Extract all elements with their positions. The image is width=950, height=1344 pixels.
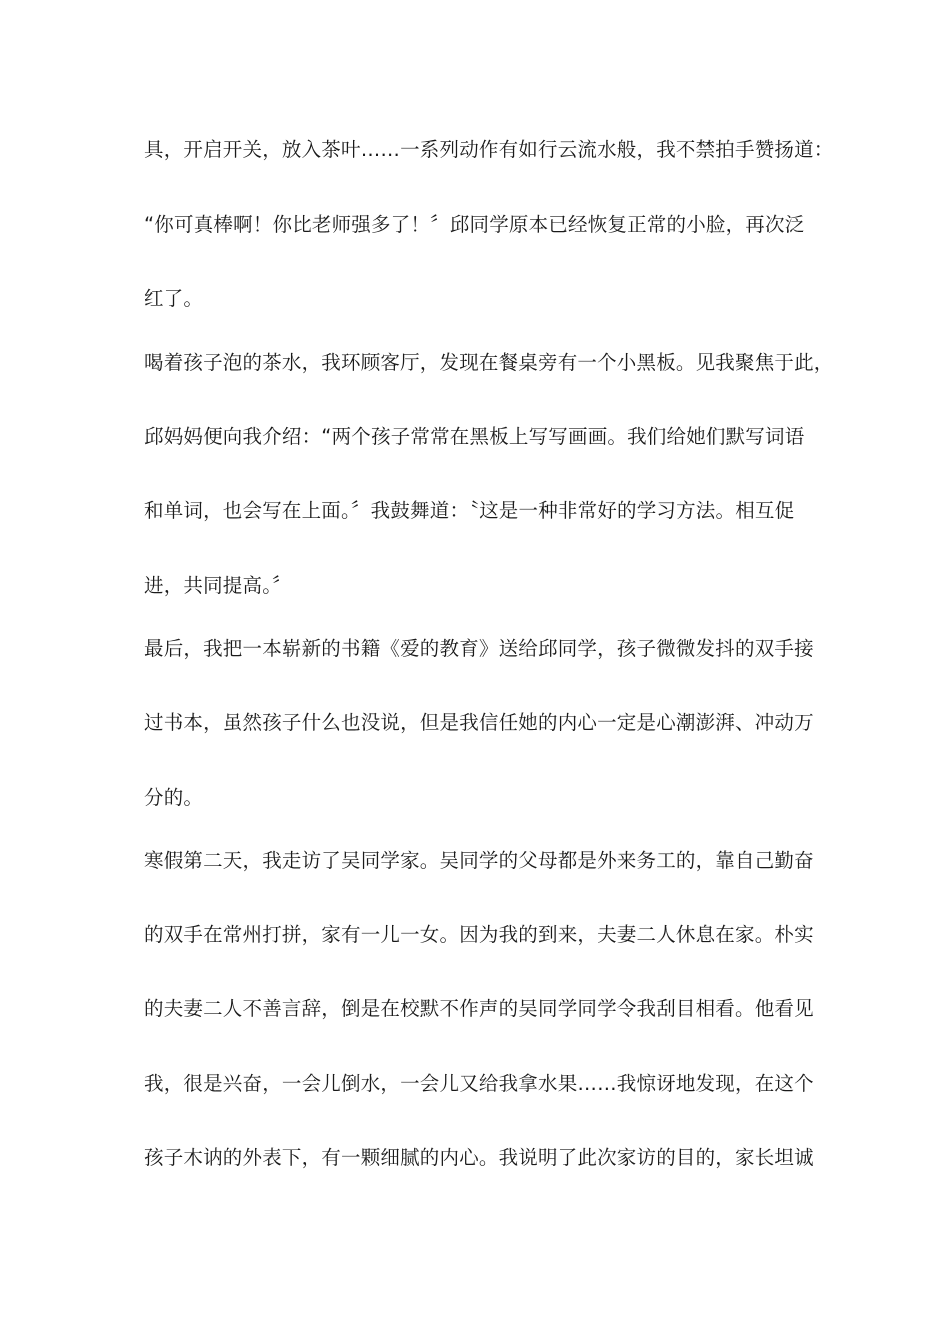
text-line: 我，很是兴奋，一会儿倒水，一会儿又给我拿水果……我惊讶地发现，在这个 bbox=[144, 1072, 814, 1095]
text-line: 具，开启开关，放入茶叶……一系列动作有如行云流水般，我不禁拍手赞扬道： bbox=[144, 138, 834, 161]
text-line: 寒假第二天，我走访了吴同学家。吴同学的父母都是外来务工的，靠自己勤奋 bbox=[144, 849, 814, 872]
text-line: 的夫妻二人不善言辞，倒是在校默不作声的吴同学同学令我刮目相看。他看见 bbox=[144, 997, 814, 1020]
text-line: 孩子木讷的外表下，有一颗细腻的内心。我说明了此次家访的目的，家长坦诚 bbox=[144, 1146, 814, 1169]
text-line: 和单词，也会写在上面。〞我鼓舞道：〝这是一种非常好的学习方法。相互促 bbox=[144, 499, 795, 522]
text-line: 喝着孩子泡的茶水，我环顾客厅，发现在餐桌旁有一个小黑板。见我聚焦于此， bbox=[144, 351, 834, 374]
text-line: 的双手在常州打拼，家有一儿一女。因为我的到来，夫妻二人休息在家。朴实 bbox=[144, 923, 814, 946]
text-line: 过书本，虽然孩子什么也没说，但是我信任她的内心一定是心潮澎湃、冲动万 bbox=[144, 711, 814, 734]
text-line: 红了。 bbox=[144, 287, 204, 310]
text-line: 进，共同提高。〞 bbox=[144, 574, 292, 597]
text-line: 分的。 bbox=[144, 786, 204, 809]
text-line: “你可真棒啊！你比老师强多了！〞邱同学原本已经恢复正常的小脸，再次泛 bbox=[144, 213, 805, 236]
text-line: 最后，我把一本崭新的书籍《爱的教育》送给邱同学，孩子微微发抖的双手接 bbox=[144, 637, 814, 660]
text-line: 邱妈妈便向我介绍：“两个孩子常常在黑板上写写画画。我们给她们默写词语 bbox=[144, 425, 805, 448]
